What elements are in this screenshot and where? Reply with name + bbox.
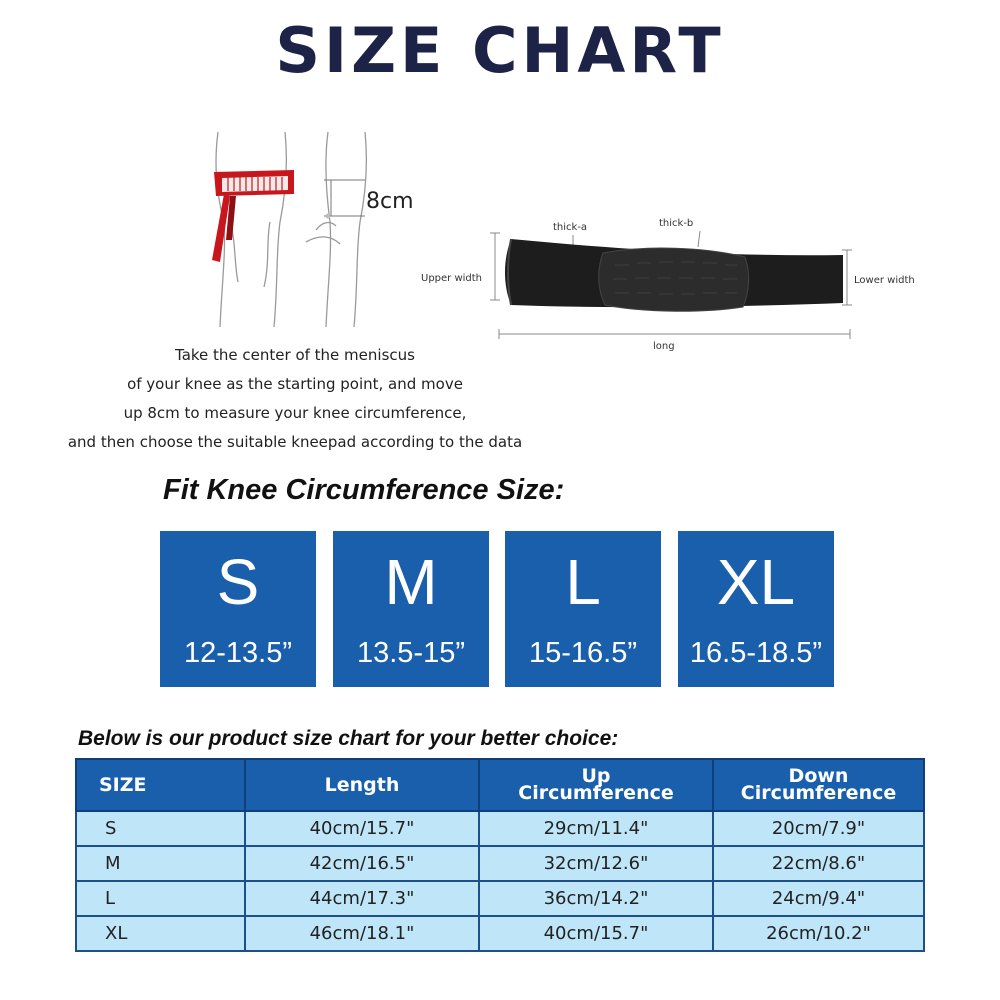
- cell-up: 40cm/15.7": [479, 916, 713, 951]
- lower-width-label: Lower width: [854, 275, 915, 286]
- cell-down: 20cm/7.9": [713, 811, 924, 846]
- table-caption: Below is our product size chart for your better choice:: [78, 727, 619, 750]
- cell-down: 26cm/10.2": [713, 916, 924, 951]
- table-row: [76, 881, 924, 916]
- long-label: long: [653, 341, 675, 352]
- cell-up: 32cm/12.6": [479, 846, 713, 881]
- cell-down: 22cm/8.6": [713, 846, 924, 881]
- size-range: 12-13.5”: [183, 637, 292, 669]
- cell-down: 24cm/9.4": [713, 881, 924, 916]
- size-box-xl: [678, 531, 834, 687]
- size-letter: L: [565, 546, 601, 618]
- upper-width-label: Upper width: [421, 273, 483, 284]
- table-row: [76, 916, 924, 951]
- cell-size: M: [76, 846, 245, 881]
- cell-up: 36cm/14.2": [479, 881, 713, 916]
- cell-length: 46cm/18.1": [245, 916, 479, 951]
- fit-title: Fit Knee Circumference Size:: [163, 474, 565, 506]
- cell-length: 44cm/17.3": [245, 881, 479, 916]
- cell-size: L: [76, 881, 245, 916]
- header-up-circumference: Up Circumference: [479, 759, 713, 811]
- table-header-row: [76, 759, 924, 811]
- size-range: 13.5-15”: [356, 637, 465, 669]
- size-box-s: [160, 531, 316, 687]
- honeycomb-pad: [599, 248, 749, 311]
- thick-a-label: thick-a: [553, 222, 588, 233]
- instruction-line: Take the center of the meniscus: [175, 346, 415, 364]
- size-box-m: [333, 531, 489, 687]
- size-letter: XL: [716, 546, 796, 618]
- measure-label: 8cm: [366, 189, 414, 214]
- instruction-line: up 8cm to measure your knee circumference,: [123, 404, 467, 422]
- size-letter: S: [216, 546, 260, 618]
- size-range: 15-16.5”: [528, 637, 637, 669]
- page-title: SIZE CHART: [275, 14, 725, 87]
- size-letter: M: [384, 546, 438, 618]
- instruction-line: of your knee as the starting point, and move: [127, 375, 463, 393]
- header-down-circumference: Down Circumference: [713, 759, 924, 811]
- thick-b-label: thick-b: [659, 218, 694, 229]
- cell-up: 29cm/11.4": [479, 811, 713, 846]
- cell-length: 42cm/16.5": [245, 846, 479, 881]
- cell-length: 40cm/15.7": [245, 811, 479, 846]
- table-row: [76, 846, 924, 881]
- header-length: Length: [245, 759, 479, 811]
- size-range: 16.5-18.5”: [689, 637, 823, 669]
- header-size: SIZE: [76, 759, 245, 811]
- instruction-line: and then choose the suitable kneepad according to the data: [67, 433, 523, 451]
- cell-size: S: [76, 811, 245, 846]
- measurement-instructions: [20, 341, 570, 457]
- cell-size: XL: [76, 916, 245, 951]
- table-row: [76, 811, 924, 846]
- size-box-l: [505, 531, 661, 687]
- size-table: [75, 758, 925, 952]
- leg-measurement-illustration: [190, 122, 430, 337]
